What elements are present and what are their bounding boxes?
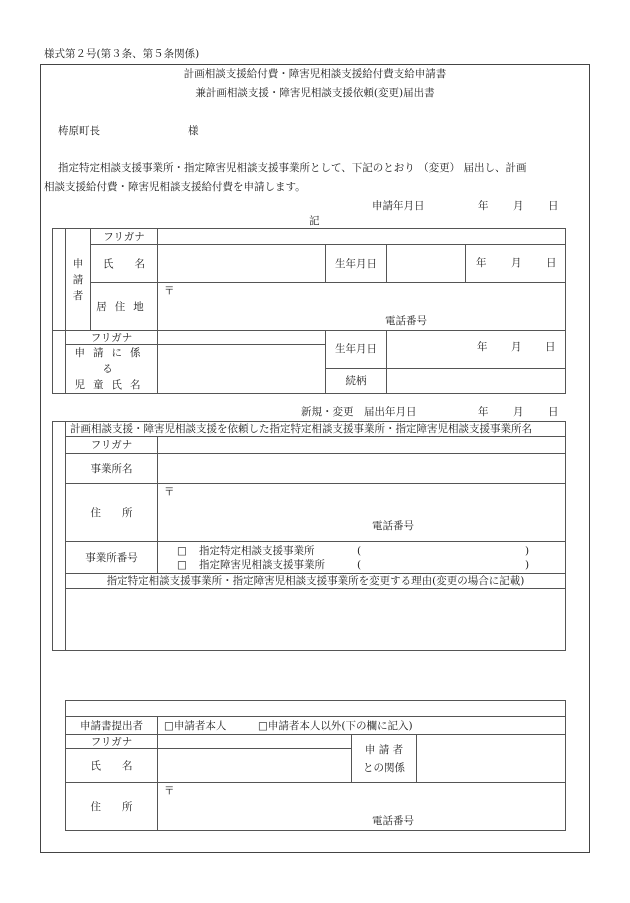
submitter-table (65, 700, 566, 831)
applicant-dob-label: 生年月日 (326, 245, 387, 283)
margin-cell-3 (53, 422, 66, 651)
applicant-dob-field[interactable] (387, 245, 466, 283)
applicant-postal-mark: 〒 (164, 285, 175, 297)
application-date-month: 月 (513, 200, 524, 212)
option2-paren-open: ( (357, 559, 362, 571)
option1-label: 指定特定相談支援事業所 (199, 545, 315, 557)
submitter-name-label: 氏 名 (66, 749, 158, 783)
provider-office-no-field (158, 542, 566, 574)
child-dob-day: 日 (545, 341, 556, 353)
submitter-label: 申請書提出者 (66, 717, 158, 735)
child-furigana-label: フリガナ (66, 331, 158, 345)
application-date-year: 年 (478, 200, 489, 212)
applicant-dob-day: 日 (546, 257, 557, 269)
ki-mark: 記 (309, 215, 320, 227)
child-name-label-line1: 申請に係る (74, 347, 149, 375)
applicant-group-label: 申 請 者 (66, 229, 91, 331)
applicant-dob-year: 年 (476, 257, 487, 269)
applicant-phone-label: 電話番号 (385, 315, 427, 327)
submitter-relation-line2: との関係 (363, 761, 405, 774)
change-reason-header: 指定特定相談支援事業所・指定障害児相談支援事業所を変更する理由(変更の場合に記載) (66, 574, 566, 589)
submitter-furigana-label: フリガナ (66, 735, 158, 749)
notice-date-year: 年 (478, 406, 489, 418)
provider-office-no-label: 事業所番号 (66, 542, 158, 574)
application-date-label: 申請年月日 (372, 200, 425, 212)
option1-paren-open: ( (357, 545, 362, 557)
child-name-field[interactable] (158, 345, 326, 394)
submitter-address-label: 住 所 (66, 783, 158, 831)
submitter-relation-label (352, 735, 417, 783)
applicant-address-label: 居住地 (91, 283, 158, 331)
provider-address-field[interactable] (158, 484, 566, 542)
submitter-relation-field[interactable] (417, 735, 566, 783)
child-dob-month: 月 (511, 341, 522, 353)
form-title-line1: 計画相談支援給付費・障害児相談支援給付費支給申請書 (183, 68, 447, 80)
intro-line1: 指定特定相談支援事業所・指定障害児相談支援事業所として、下記のとおり （変更） 届出し、計画 (58, 162, 527, 174)
provider-furigana-label: フリガナ (66, 437, 158, 454)
addressee: 梼原町長 (58, 125, 100, 137)
applicant-dob-month: 月 (511, 257, 522, 269)
applicant-furigana-label: フリガナ (91, 229, 158, 245)
child-relation-label: 続柄 (326, 368, 387, 393)
provider-office-name-field[interactable] (158, 454, 566, 484)
child-relation-field[interactable] (387, 368, 566, 393)
notice-date-day: 日 (548, 406, 559, 418)
option1-checkbox[interactable]: □ (177, 545, 187, 557)
child-name-label (66, 345, 158, 394)
applicant-dob-date (466, 245, 566, 283)
submitter-option-self[interactable]: □申請者本人 (164, 720, 227, 732)
margin-cell (53, 229, 66, 331)
option2-checkbox[interactable]: □ (177, 559, 187, 571)
margin-cell-2 (53, 331, 66, 394)
child-furigana-field[interactable] (158, 331, 326, 345)
provider-office-name-label: 事業所名 (66, 454, 158, 484)
child-dob-field[interactable] (387, 331, 566, 369)
submitter-postal-mark: 〒 (164, 785, 175, 797)
applicant-table (52, 228, 566, 394)
provider-address-label: 住 所 (66, 484, 158, 542)
child-name-label-line2: 児童氏名 (74, 379, 149, 391)
applicant-furigana-field[interactable] (158, 229, 566, 245)
intro-line2: 相談支援給付費・障害児相談支援給付費を申請します。 (44, 181, 306, 193)
submitter-blank-row (66, 701, 566, 717)
submitter-furigana-field[interactable] (158, 735, 352, 749)
option2-paren-close: ) (525, 559, 530, 571)
provider-postal-mark: 〒 (164, 486, 175, 498)
provider-furigana-field[interactable] (158, 437, 566, 454)
submitter-name-field[interactable] (158, 749, 352, 783)
applicant-name-label: 氏 名 (91, 245, 158, 283)
option1-paren-close: ) (525, 545, 530, 557)
honorific: 様 (188, 125, 199, 137)
submitter-phone-label: 電話番号 (372, 815, 414, 827)
applicant-address-field[interactable] (158, 283, 566, 331)
provider-phone-label: 電話番号 (372, 520, 414, 532)
option2-label: 指定障害児相談支援事業所 (199, 559, 325, 571)
child-dob-label: 生年月日 (326, 331, 387, 369)
provider-header: 計画相談支援・障害児相談支援を依頼した指定特定相談支援事業所・指定障害児相談支援事業所名 (66, 422, 566, 437)
submitter-relation-line1: 申 請 者 (364, 743, 404, 756)
submitter-address-field[interactable] (158, 783, 566, 831)
applicant-name-field[interactable] (158, 245, 326, 283)
submitter-options (158, 717, 566, 735)
application-date-day: 日 (548, 200, 559, 212)
provider-table (52, 421, 566, 651)
submitter-option-other[interactable]: □申請者本人以外(下の欄に記入) (258, 720, 413, 732)
notice-date-label: 新規・変更 届出年月日 (301, 406, 417, 418)
form-title-line2: 兼計画相談支援・障害児相談支援依頼(変更)届出書 (195, 87, 435, 99)
form-number: 様式第２号(第３条、第５条関係) (44, 48, 200, 60)
change-reason-field[interactable] (66, 589, 566, 651)
child-dob-year: 年 (477, 341, 488, 353)
notice-date-month: 月 (513, 406, 524, 418)
